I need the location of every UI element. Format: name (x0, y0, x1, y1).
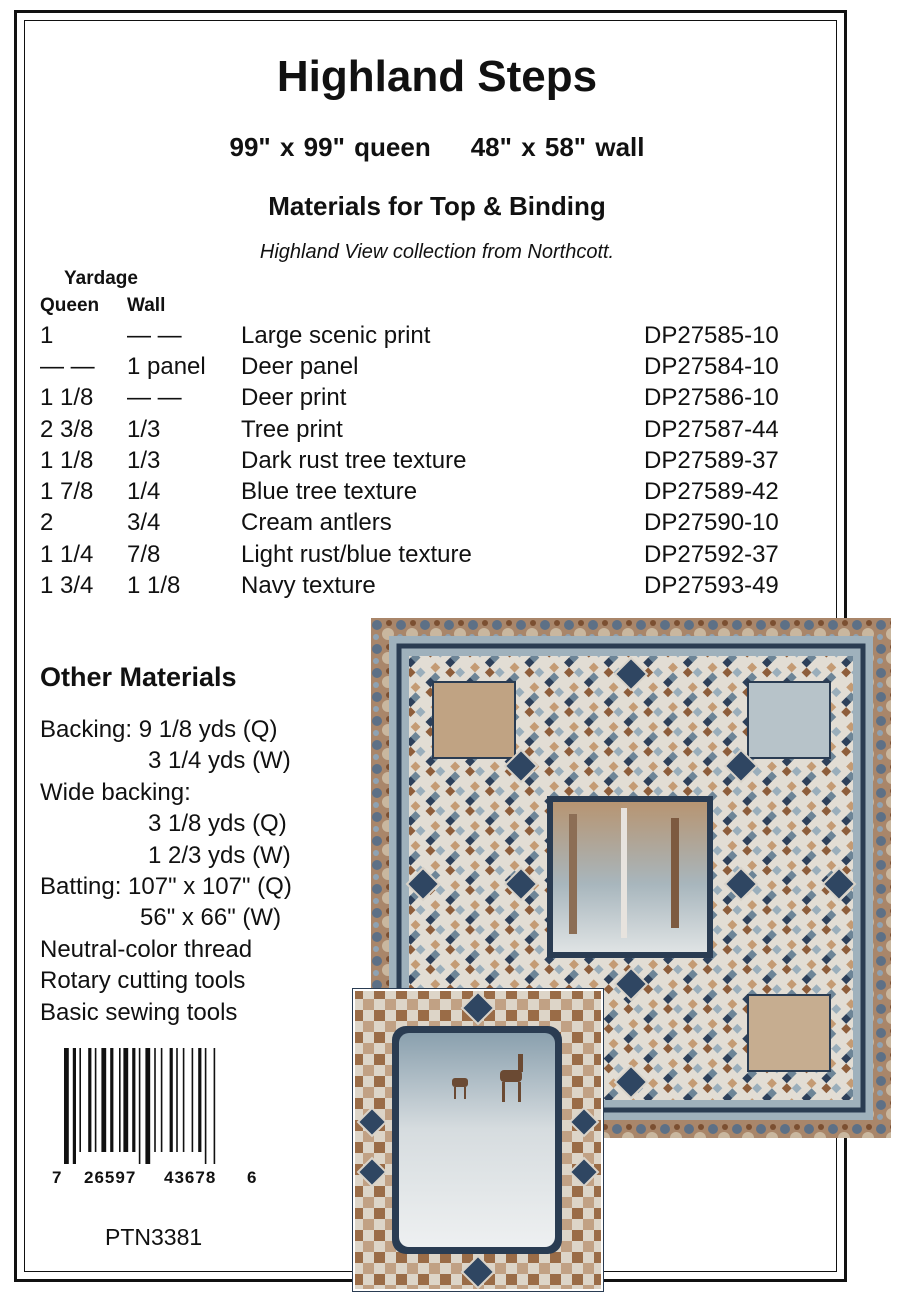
barcode-bar (205, 1048, 207, 1164)
wall-yardage: 1 1/8 (127, 572, 181, 600)
fabric-code: DP27589-42 (644, 478, 779, 506)
list-item: 3 1/4 yds (W) (148, 747, 291, 775)
fabric-code: DP27586-10 (644, 384, 779, 412)
collection-note: Highland View collection from Northcott. (259, 241, 615, 263)
wall-yardage: 1/3 (127, 415, 161, 443)
table-row (40, 508, 804, 539)
barcode-bar (161, 1048, 163, 1152)
wall-yardage: — — (127, 321, 182, 349)
list-item: Batting: 107" x 107" (Q) (40, 872, 292, 900)
queen-yardage: 2 (40, 509, 54, 537)
fabric-description: Large scenic print (241, 321, 431, 349)
barcode-bar (110, 1048, 113, 1152)
fabric-code: DP27589-37 (644, 446, 779, 474)
list-item: 1 2/3 yds (W) (148, 841, 291, 869)
queen-yardage: 1 (40, 321, 54, 349)
fabric-description: Light rust/blue texture (241, 540, 472, 568)
fabric-code: DP27585-10 (644, 321, 779, 349)
wall-quilt-image (352, 988, 604, 1292)
yardage-label: Yardage (64, 268, 138, 289)
pattern-title: Highland Steps (276, 52, 598, 101)
fabric-description: Deer panel (241, 352, 359, 380)
fabric-code: DP27592-37 (644, 540, 779, 568)
barcode-bar (154, 1048, 156, 1152)
materials-heading: Materials for Top & Binding (268, 191, 606, 221)
barcode-bar (119, 1048, 121, 1152)
barcode-bar (64, 1048, 69, 1164)
queen-yardage: — — (40, 352, 95, 380)
list-item: 3 1/8 yds (Q) (148, 810, 287, 838)
fabric-description: Deer print (241, 384, 347, 412)
wall-yardage: 1/4 (127, 478, 161, 506)
barcode-bar (95, 1048, 97, 1152)
barcode-digit: 26597 (84, 1168, 137, 1187)
size-line (0, 132, 874, 163)
table-row (40, 570, 804, 601)
queen-column-header: Queen (40, 295, 100, 316)
wall-yardage: 1/3 (127, 446, 161, 474)
queen-yardage: 1 1/4 (40, 540, 94, 568)
barcode-digit: 7 (52, 1168, 62, 1187)
list-item: Backing: 9 1/8 yds (Q) (40, 716, 278, 743)
fabric-description: Navy texture (241, 572, 376, 600)
list-item: Rotary cutting tools (40, 967, 246, 995)
list-item: Basic sewing tools (40, 998, 238, 1026)
table-row (40, 539, 804, 570)
list-item: Wide backing: (40, 778, 191, 806)
barcode-digit: 6 (247, 1168, 257, 1187)
list-item: 56" x 66" (W) (140, 904, 282, 932)
table-row (40, 320, 804, 351)
fabric-description: Cream antlers (241, 509, 392, 537)
barcode-bar (132, 1048, 135, 1152)
barcode-bar (139, 1048, 141, 1164)
wall-yardage: — — (127, 384, 182, 412)
barcode-digit: 43678 (164, 1168, 217, 1187)
table-row (40, 414, 804, 445)
barcode-bar (101, 1048, 106, 1152)
queen-yardage: 1 7/8 (40, 478, 94, 506)
table-row (40, 351, 804, 382)
table-row (40, 476, 804, 507)
queen-yardage: 1 1/8 (40, 384, 94, 412)
queen-size: 99" x 99" queen (229, 132, 431, 162)
other-materials-list (40, 714, 292, 1028)
barcode-bar (214, 1048, 216, 1164)
wall-size: 48" x 58" wall (470, 132, 645, 162)
list-item: Neutral-color thread (40, 935, 253, 963)
barcode-bar (176, 1048, 178, 1152)
wall-yardage: 7/8 (127, 540, 161, 568)
barcode-bar (88, 1048, 91, 1152)
barcode-bar (73, 1048, 76, 1164)
barcode-bar (145, 1048, 150, 1164)
barcode-bar (183, 1048, 185, 1152)
fabric-code: DP27587-44 (644, 415, 779, 443)
fabric-description: Dark rust tree texture (241, 446, 467, 474)
table-row (40, 445, 804, 476)
barcode-bar (192, 1048, 194, 1152)
queen-yardage: 2 3/8 (40, 415, 94, 443)
barcode-bar (170, 1048, 173, 1152)
fabric-description: Tree print (241, 415, 343, 443)
barcode-bar (198, 1048, 201, 1152)
barcode-bar (123, 1048, 128, 1152)
pattern-number: PTN3381 (105, 1224, 203, 1250)
fabric-code: DP27584-10 (644, 352, 779, 380)
barcode-bar (79, 1048, 81, 1152)
fabric-code: DP27593-49 (644, 572, 779, 600)
wall-yardage: 1 panel (127, 352, 206, 380)
fabric-description: Blue tree texture (241, 478, 418, 506)
wall-yardage: 3/4 (127, 509, 161, 537)
queen-yardage: 1 1/8 (40, 446, 94, 474)
materials-table (40, 320, 804, 602)
queen-yardage: 1 3/4 (40, 572, 94, 600)
other-materials-heading: Other Materials (40, 662, 237, 692)
wall-column-header: Wall (127, 295, 166, 316)
barcode-image (60, 1048, 260, 1164)
fabric-code: DP27590-10 (644, 509, 779, 537)
table-row (40, 383, 804, 414)
